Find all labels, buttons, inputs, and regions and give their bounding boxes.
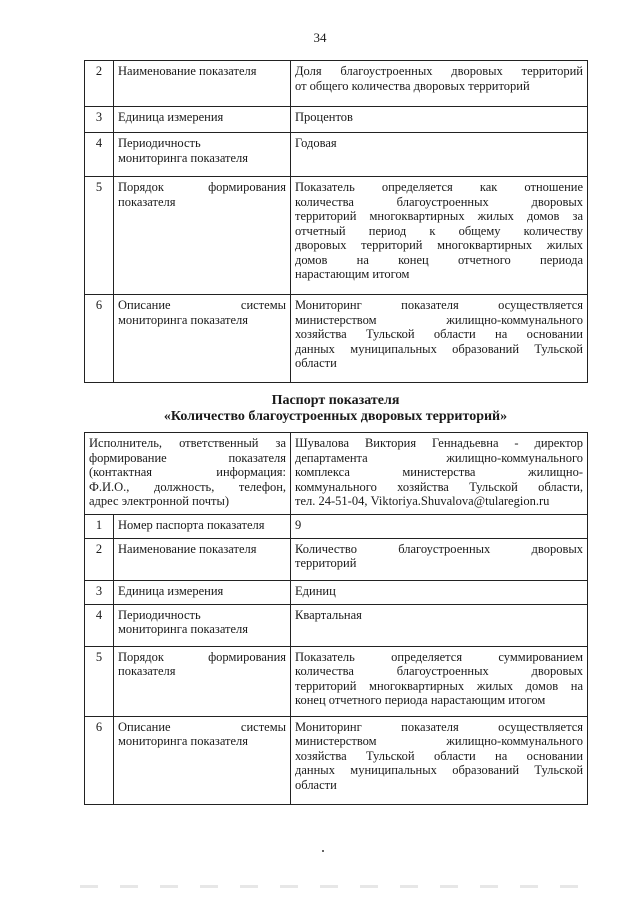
text-line: Наименование показателя — [118, 541, 257, 556]
table-row — [85, 580, 588, 604]
row-label — [114, 646, 291, 716]
row-value — [291, 580, 588, 604]
text-line: адрес электронной почты) — [89, 494, 230, 508]
text-line: Процентов — [295, 110, 353, 124]
text-line: Единица измерения — [118, 110, 224, 124]
text-line: Мониторинг показателя осуществляется — [295, 719, 584, 734]
table1-body — [85, 61, 588, 383]
table-row — [85, 604, 588, 646]
text-line: комплекса министерства жилищно- — [295, 465, 584, 479]
text-line: Мониторинг показателя осуществляется — [295, 298, 583, 312]
passport-title: Паспорт показателя — [271, 393, 400, 408]
text-line: Описание системы — [118, 298, 286, 312]
row-value — [291, 604, 588, 646]
text-line: Показатель определяется суммированием — [295, 649, 584, 664]
text-line: Единиц — [295, 583, 336, 598]
row-number: 6 — [85, 716, 114, 804]
text-line: Порядок формирования — [118, 649, 287, 664]
row-value — [291, 295, 588, 383]
table-row — [85, 538, 588, 580]
row-number: 3 — [85, 107, 114, 133]
text-line: Единица измерения — [118, 583, 224, 598]
text-line: Порядок формирования — [118, 180, 286, 194]
row-label — [114, 107, 291, 133]
text-line: Шувалова Виктория Геннадьевна - директор — [295, 436, 584, 450]
row-value — [291, 177, 588, 295]
row-label — [114, 580, 291, 604]
text-line: Количество благоустроенных дворовых — [295, 541, 584, 556]
text-line: Периодичность — [118, 136, 201, 150]
text-line: мониторинга показателя — [118, 622, 249, 636]
text-line: департамента жилищно-коммунального — [295, 450, 584, 465]
row-number: 4 — [85, 604, 114, 646]
text-line: формирование показателя — [89, 450, 287, 465]
page-number: 34 — [313, 30, 327, 45]
row-number: 2 — [85, 538, 114, 580]
row-label — [114, 177, 291, 295]
table-row — [85, 133, 588, 177]
text-line: от общего количества дворовых территорий — [295, 78, 530, 93]
row-value — [291, 538, 588, 580]
table-row — [85, 716, 588, 804]
row-value — [291, 133, 588, 177]
row-value — [291, 716, 588, 804]
passport-subtitle: «Количество благоустроенных дворовых территорий» — [163, 409, 508, 424]
text-line: данных муниципальных образований Тульской — [295, 763, 584, 777]
executor-value-cell — [291, 433, 588, 515]
table-row — [85, 646, 588, 716]
text-line: отчетный период к общему количеству — [295, 223, 583, 238]
passport-heading — [84, 393, 587, 425]
text-line: хозяйства Тульской области на основании — [295, 748, 584, 763]
row-label — [114, 538, 291, 580]
row-label — [114, 295, 291, 383]
row-value — [291, 61, 588, 107]
row-label — [114, 716, 291, 804]
text-line: хозяйства Тульской области на основании — [295, 327, 583, 341]
row-number: 2 — [85, 61, 114, 107]
row-label — [114, 61, 291, 107]
text-line: 9 — [295, 517, 302, 532]
text-line: мониторинга показателя — [118, 312, 249, 327]
indicator-passport-table — [84, 432, 588, 805]
table2-body — [85, 433, 588, 805]
text-line: территорий — [295, 556, 357, 570]
row-number: 3 — [85, 580, 114, 604]
table-row — [85, 177, 588, 295]
scan-noise — [80, 885, 590, 888]
executor-row — [85, 433, 588, 515]
text-line: территорий многоквартирных жилых домов за — [295, 209, 583, 223]
text-line: Исполнитель, ответственный за — [89, 436, 287, 450]
text-line: количества благоустроенных дворовых — [295, 664, 584, 678]
row-label — [114, 133, 291, 177]
text-line: тел. 24-51-04, Viktoriya.Shuvalova@tularegion.ru — [295, 494, 550, 508]
row-label — [114, 514, 291, 538]
row-label — [114, 604, 291, 646]
text-line: количества благоустроенных дворовых — [295, 194, 583, 209]
text-line: мониторинга показателя — [118, 734, 249, 748]
table-row — [85, 295, 588, 383]
text-line: министерством жилищно-коммунального — [295, 312, 583, 327]
text-line: Описание системы — [118, 719, 287, 734]
text-line: Показатель определяется как отношение — [295, 180, 583, 194]
text-line: Номер паспорта показателя — [118, 517, 265, 532]
text-line: данных муниципальных образований Тульской — [295, 341, 583, 356]
row-value — [291, 107, 588, 133]
text-line: территорий многоквартирных жилых домов на — [295, 678, 584, 693]
text-line: показателя — [118, 664, 176, 678]
row-value — [291, 514, 588, 538]
text-line: области — [295, 356, 337, 370]
page-mark — [322, 850, 324, 852]
text-line: дворовых территорий многоквартирных жилых — [295, 238, 583, 252]
table-row — [85, 107, 588, 133]
text-line: конец отчетного периода нарастающим итогом — [295, 693, 546, 707]
table-row — [85, 61, 588, 107]
text-line: коммунального хозяйства Тульской области, — [295, 479, 584, 494]
executor-label-cell — [85, 433, 291, 515]
text-line: домов на конец отчетного периода — [295, 252, 583, 267]
table-row — [85, 514, 588, 538]
row-number: 5 — [85, 646, 114, 716]
text-line: Периодичность — [118, 607, 201, 622]
text-line: показателя — [118, 194, 176, 209]
text-line: мониторинга показателя — [118, 150, 249, 165]
row-number: 4 — [85, 133, 114, 177]
row-value — [291, 646, 588, 716]
row-number: 5 — [85, 177, 114, 295]
text-line: министерством жилищно-коммунального — [295, 734, 584, 748]
text-line: Доля благоустроенных дворовых территорий — [295, 64, 583, 78]
text-line: области — [295, 777, 337, 792]
indicator-table-continued — [84, 60, 588, 383]
row-number: 6 — [85, 295, 114, 383]
text-line: нарастающим итогом — [295, 267, 410, 281]
text-line: (контактная информация: — [89, 465, 287, 479]
text-line: Наименование показателя — [118, 64, 257, 78]
text-line: Годовая — [295, 136, 337, 150]
text-line: Квартальная — [295, 607, 362, 622]
text-line: Ф.И.О., должность, телефон, — [89, 479, 287, 494]
row-number: 1 — [85, 514, 114, 538]
